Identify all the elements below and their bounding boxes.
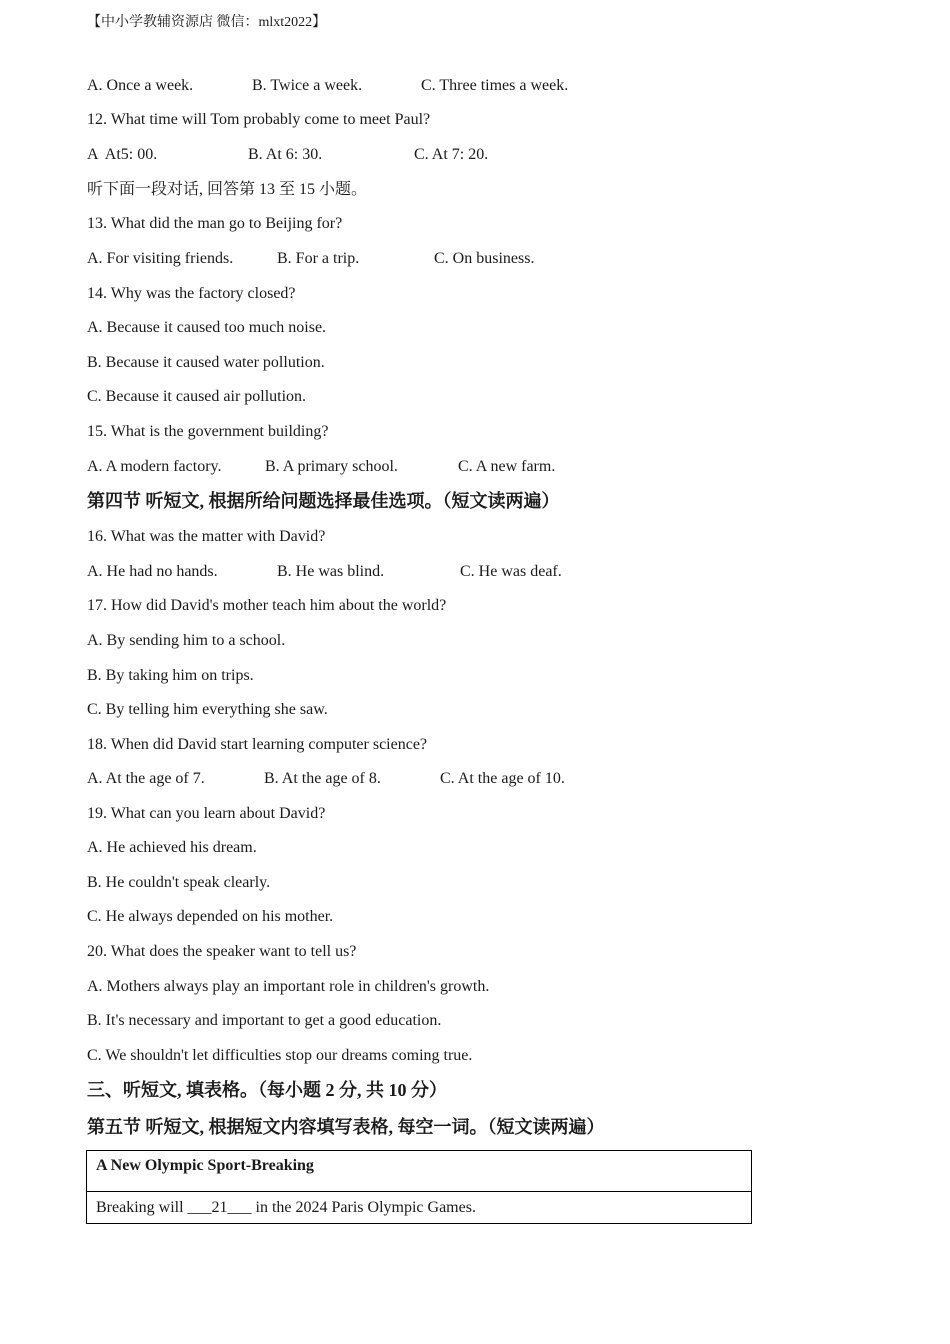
q19-question: 19. What can you learn about David? xyxy=(87,805,326,822)
q17-option-a: A. By sending him to a school. xyxy=(87,632,286,649)
q20-option-a: A. Mothers always play an important role in children's growth. xyxy=(87,978,490,995)
q14-option-a: A. Because it caused too much noise. xyxy=(87,319,327,336)
q19-option-b: B. He couldn't speak clearly. xyxy=(87,874,271,891)
q13-option-c: C. On business. xyxy=(434,250,535,267)
part3-heading: 三、听短文, 填表格。（每小题 2 分, 共 10 分） xyxy=(87,1080,447,1100)
section4-heading: 第四节 听短文, 根据所给问题选择最佳选项。（短文读两遍） xyxy=(87,491,560,511)
q12-question: 12. What time will Tom probably come to meet Paul? xyxy=(87,111,431,128)
q14-option-b: B. Because it caused water pollution. xyxy=(87,354,325,371)
instruction-13-15: 听下面一段对话, 回答第 13 至 15 小题。 xyxy=(87,181,368,198)
q15-option-c: C. A new farm. xyxy=(458,458,556,475)
q15-question: 15. What is the government building? xyxy=(87,423,329,440)
q20-question: 20. What does the speaker want to tell us? xyxy=(87,943,357,960)
q11-option-b: B. Twice a week. xyxy=(252,77,363,94)
q11-option-a: A. Once a week. xyxy=(87,77,194,94)
q12-option-c: C. At 7: 20. xyxy=(414,146,489,163)
q13-question: 13. What did the man go to Beijing for? xyxy=(87,215,343,232)
q17-option-c: C. By telling him everything she saw. xyxy=(87,701,328,718)
q16-option-a: A. He had no hands. xyxy=(87,563,218,580)
q18-option-a: A. At the age of 7. xyxy=(87,770,205,787)
q16-option-c: C. He was deaf. xyxy=(460,563,562,580)
q19-option-a: A. He achieved his dream. xyxy=(87,839,257,856)
q18-question: 18. When did David start learning computer science? xyxy=(87,736,428,753)
q17-option-b: B. By taking him on trips. xyxy=(87,667,254,684)
q12-option-b: B. At 6: 30. xyxy=(248,146,323,163)
q16-question: 16. What was the matter with David? xyxy=(87,528,326,545)
q19-option-c: C. He always depended on his mother. xyxy=(87,908,334,925)
q14-option-c: C. Because it caused air pollution. xyxy=(87,388,307,405)
table-row-21: Breaking will ___21___ in the 2024 Paris Olympic Games. xyxy=(87,1192,752,1224)
q12-option-a: A At5: 00. xyxy=(87,146,158,163)
q17-question: 17. How did David's mother teach him about the world? xyxy=(87,597,447,614)
page-header: 【中小学教辅资源店 微信：mlxt2022】 xyxy=(87,15,327,30)
q11-option-c: C. Three times a week. xyxy=(421,77,569,94)
q16-option-b: B. He was blind. xyxy=(277,563,385,580)
table-title: A New Olympic Sport-Breaking xyxy=(87,1151,752,1192)
q20-option-c: C. We shouldn't let difficulties stop our dreams coming true. xyxy=(87,1047,473,1064)
q18-option-c: C. At the age of 10. xyxy=(440,770,565,787)
q20-option-b: B. It's necessary and important to get a good education. xyxy=(87,1012,442,1029)
q18-option-b: B. At the age of 8. xyxy=(264,770,381,787)
q13-option-a: A. For visiting friends. xyxy=(87,250,234,267)
fill-in-table xyxy=(86,1150,752,1224)
q15-option-a: A. A modern factory. xyxy=(87,458,222,475)
q13-option-b: B. For a trip. xyxy=(277,250,360,267)
q14-question: 14. Why was the factory closed? xyxy=(87,285,296,302)
q15-option-b: B. A primary school. xyxy=(265,458,398,475)
section5-heading: 第五节 听短文, 根据短文内容填写表格, 每空一词。（短文读两遍） xyxy=(87,1117,605,1137)
